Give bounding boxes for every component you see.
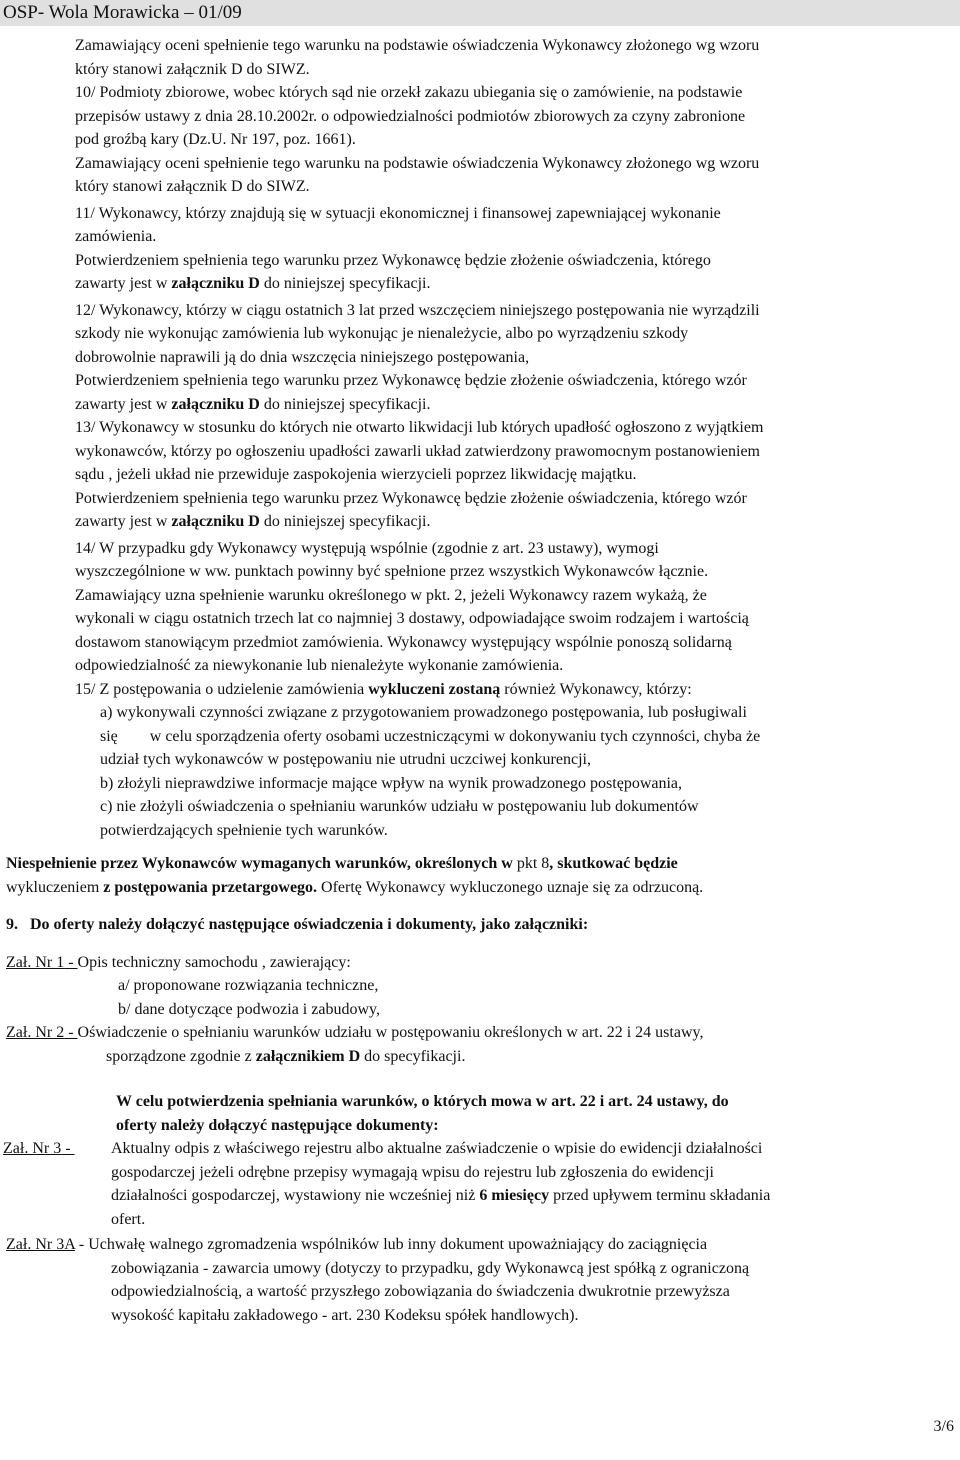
attachment-text: Oświadczenie o spełnianiu warunków udziału w postępowaniu określonych w art. 22 i 24 ustawy,	[77, 1024, 704, 1041]
text-line: W celu potwierdzenia spełniania warunków, o których mowa w art. 22 i art. 24 ustawy, do	[116, 1093, 729, 1110]
text-line: dostawom stanowiącym przedmiot zamówienia. Wykonawcy występujący wspólnie ponoszą solidarną	[75, 633, 732, 651]
text-span: sporządzone zgodnie z	[106, 1047, 256, 1065]
text-line: zamówienia.	[75, 228, 157, 245]
exclusion-note	[0, 852, 960, 899]
text-span: 15/ Z postępowania o udzielenie zamówienia	[75, 680, 369, 698]
attachment-label	[0, 1233, 88, 1257]
paragraph-warunek-9	[0, 34, 960, 81]
bold-phrase: wykluczeni zostaną	[368, 680, 501, 698]
attachment-3	[0, 1137, 960, 1231]
dash: -	[64, 1024, 78, 1041]
text-line: 14/ W przypadku gdy Wykonawcy występują wspólnie (zgodnie z art. 23 ustawy), wymogi	[75, 539, 659, 557]
attachment-text: Aktualny odpis z właściwego rejestru albo aktualne zaświadczenie o wpisie do ewidencji działalności	[111, 1140, 763, 1157]
text-line: oferty należy dołączyć następujące dokumenty:	[116, 1116, 439, 1134]
section-9-heading: 9. Do oferty należy dołączyć następujące oświadczenia i dokumenty, jako załączniki:	[6, 916, 589, 933]
text-line: odpowiedzialność za niewykonanie lub nienależyte wykonanie zamówienia.	[75, 657, 564, 674]
attachment-subitem: a/ proponowane rozwiązania techniczne,	[118, 977, 379, 994]
text-span: wykluczeniem	[6, 878, 104, 896]
page-number: 3/6	[933, 1418, 954, 1435]
text-span: pkt 8	[512, 855, 550, 872]
text-line: Zamawiający oceni spełnienie tego warunku na podstawie oświadczenia Wykonawcy złożonego wg wzoru	[75, 154, 760, 172]
attachment-text: Opis techniczny samochodu , zawierający:	[77, 953, 351, 971]
paragraph-warunek-14	[0, 537, 960, 678]
text-span: zawarty jest w	[75, 395, 172, 413]
text-line: 13/ Wykonawcy w stosunku do których nie otwarto likwidacji lub których upadłość ogłoszono z wyjątkiem	[75, 419, 764, 436]
text-line	[0, 678, 960, 702]
attachment-ref: załączniku D	[171, 513, 260, 530]
text-line: 12/ Wykonawcy, którzy w ciągu ostatnich 3 lat przed wszczęciem niniejszego postępowania nie wyrządzili	[75, 301, 760, 319]
attachment-text-cont: gospodarczej jeżeli odrębne przepisy wymagają wpisu do rejestru lub zgłoszenia do ewidencji	[111, 1163, 714, 1181]
bold-phrase: , skutkować będzie	[549, 855, 678, 872]
attachment-text-cont: wysokość kapitału zakładowego - art. 230 Kodeksu spółek handlowych).	[111, 1306, 579, 1324]
attachment-number: Zał. Nr 3	[3, 1140, 62, 1157]
text-line: który stanowi załącznik D do SIWZ.	[75, 178, 310, 195]
attachment-2	[0, 1021, 960, 1068]
text-line	[0, 852, 960, 876]
paragraph-warunek-10	[0, 81, 960, 199]
documents-intro	[0, 1090, 960, 1137]
text-line: szkody nie wykonując zamówienia lub wykonując je nienależycie, albo po wyrządzeniu szkody	[75, 325, 689, 342]
attachment-row	[0, 951, 960, 975]
text-line: Potwierdzeniem spełnienia tego warunku przez Wykonawcę będzie złożenie oświadczenia, którego wzór	[75, 489, 747, 507]
text-span: Ofertę Wykonawcy wykluczonego uznaje się za odrzuconą.	[317, 878, 704, 896]
text-span: zawarty jest w	[75, 513, 172, 530]
text-span: do niniejszej specyfikacji.	[259, 275, 431, 292]
text-line: wyszczególnione w ww. punktach powinny być spełnione przez wszystkich Wykonawców łącznie.	[75, 563, 709, 580]
list-item-b: b) złożyli nieprawdziwe informacje mające wpływ na wynik prowadzonego postępowania,	[100, 774, 683, 792]
attachment-1	[0, 951, 960, 1022]
text-line: Zamawiający oceni spełnienie tego warunku na podstawie oświadczenia Wykonawcy złożonego wg wzoru	[75, 37, 760, 54]
text-span: do niniejszej specyfikacji.	[259, 395, 431, 413]
attachment-row	[0, 1233, 960, 1257]
text-line: dobrowolnie naprawili ją do dnia wszczęcia niniejszego postępowania,	[75, 348, 530, 366]
attachment-text-cont	[0, 1045, 960, 1069]
list-item-a: a) wykonywali czynności związane z przygotowaniem prowadzonego postępowania, lub posługiwali	[100, 704, 747, 721]
text-line: wykonali w ciągu ostatnich trzech lat co najmniej 3 dostawy, odpowiadające swoim rodzajem i wartością	[75, 610, 749, 627]
text-line	[0, 272, 960, 296]
text-line: sądu , jeżeli układ nie przewiduje zaspokojenia wierzycieli poprzez likwidację majątku.	[75, 466, 637, 483]
text-line: wykonawców, którzy po ogłoszeniu upadłości zawarli układ zatwierdzony prawomocnym postanowieniem	[75, 442, 760, 460]
text-line	[0, 510, 960, 534]
text-span: do niniejszej specyfikacji.	[259, 513, 431, 530]
attachment-3a	[0, 1233, 960, 1327]
attachment-row	[0, 1021, 960, 1045]
paragraph-warunek-13	[0, 416, 960, 534]
attachment-number: Zał. Nr 3A	[6, 1236, 75, 1253]
text-line: Potwierdzeniem spełnienia tego warunku przez Wykonawcę będzie złożenie oświadczenia, którego wzór	[75, 372, 747, 389]
attachment-text-cont	[0, 1184, 960, 1208]
text-span: przed upływem terminu składania	[549, 1187, 771, 1204]
attachment-number: Zał. Nr 1	[6, 953, 65, 971]
list-item-a-cont: się w celu sporządzenia oferty osobami uczestniczącymi w dokonywaniu tych czynności, chyba że	[100, 727, 761, 745]
dash: -	[64, 953, 78, 971]
bold-phrase: z postępowania przetargowego.	[103, 878, 318, 896]
attachment-ref: załącznikiem D	[255, 1047, 361, 1065]
text-line: 10/ Podmioty zbiorowe, wobec których sąd nie orzekł zakazu ubiegania się o zamówienie, na podstawie	[75, 84, 743, 101]
text-line: który stanowi załącznik D do SIWZ.	[75, 60, 310, 78]
attachment-label	[0, 951, 78, 975]
attachment-label	[0, 1137, 111, 1161]
attachment-text-cont: zobowiązania - zawarcia umowy (dotyczy to przypadku, gdy Wykonawcą jest spółką z ograniczoną	[111, 1259, 750, 1277]
text-span: zawarty jest w	[75, 275, 172, 292]
page-header	[0, 0, 960, 26]
list-item-c: c) nie złożyli oświadczenia o spełnianiu warunków udziału w postępowaniu lub dokumentów	[100, 798, 699, 815]
attachment-row	[0, 1137, 960, 1161]
attachment-ref: załączniku D	[171, 395, 260, 413]
bold-phrase: 6 miesięcy	[479, 1187, 550, 1204]
attachment-label	[0, 1021, 78, 1045]
paragraph-warunek-11	[0, 202, 960, 296]
text-line	[0, 876, 960, 900]
text-line	[0, 393, 960, 417]
dash: -	[74, 1236, 89, 1253]
attachment-text: Uchwałę walnego zgromadzenia wspólników lub inny dokument upoważniający do zaciągnięcia	[88, 1236, 708, 1253]
text-line: Potwierdzeniem spełnienia tego warunku przez Wykonawcę będzie złożenie oświadczenia, którego	[75, 251, 711, 269]
dash: -	[61, 1140, 75, 1157]
list-item-c-cont: potwierdzających spełnienie tych warunków.	[100, 821, 388, 839]
text-line: 11/ Wykonawcy, którzy znajdują się w sytuacji ekonomicznej i finansowej zapewniającej wykonanie	[75, 204, 721, 222]
text-span: działalności gospodarczej, wystawiony nie wcześniej niż	[111, 1187, 480, 1204]
attachment-text-cont: odpowiedzialnością, a wartość przyszłego zobowiązania do świadczenia dwukrotnie przewyższa	[111, 1283, 730, 1300]
paragraph-warunek-12	[0, 299, 960, 417]
header-title: OSP- Wola Morawicka – 01/09	[3, 2, 242, 23]
text-line: pod groźbą kary (Dz.U. Nr 197, poz. 1661).	[75, 131, 356, 148]
attachment-subitem: b/ dane dotyczące podwozia i zabudowy,	[118, 1000, 380, 1018]
list-item-a-cont: udział tych wykonawców w postępowaniu nie utrudni uczciwej konkurencji,	[100, 751, 591, 768]
text-line: przepisów ustawy z dnia 28.10.2002r. o odpowiedzialności podmiotów zbiorowych za czyny zabronione	[75, 107, 746, 125]
document-body	[0, 34, 960, 1327]
text-line: Zamawiający uzna spełnienie warunku określonego w pkt. 2, jeżeli Wykonawcy razem wykażą, że	[75, 586, 707, 604]
text-span: również Wykonawcy, którzy:	[500, 680, 692, 698]
attachment-ref: załączniku D	[171, 275, 260, 292]
attachment-number: Zał. Nr 2	[6, 1024, 65, 1041]
bold-phrase: Niespełnienie przez Wykonawców wymaganych warunków, określonych w	[6, 855, 513, 872]
text-span: do specyfikacji.	[360, 1047, 466, 1065]
paragraph-warunek-15	[0, 678, 960, 843]
attachment-text-cont: ofert.	[111, 1210, 146, 1228]
